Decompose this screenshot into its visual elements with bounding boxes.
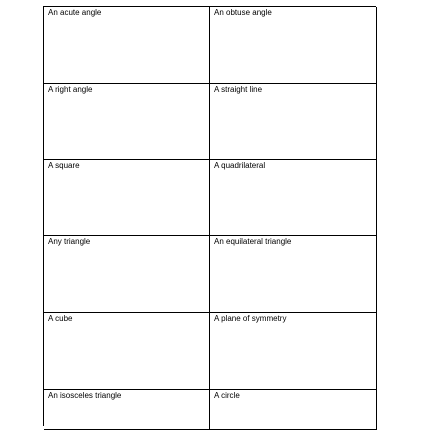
worksheet-table <box>43 6 376 426</box>
cell-label: A circle <box>214 391 240 400</box>
cell-label: An isosceles triangle <box>48 391 122 400</box>
table-cell <box>210 7 377 84</box>
table-cell <box>44 390 210 430</box>
cell-label: A plane of symmetry <box>214 314 287 323</box>
cell-label: A quadrilateral <box>214 161 266 170</box>
cell-label: Any triangle <box>48 237 91 246</box>
table-cell <box>44 236 210 313</box>
table-cell <box>210 313 377 390</box>
cell-label: A cube <box>48 314 73 323</box>
cell-label: An acute angle <box>48 8 102 17</box>
table-cell <box>210 84 377 160</box>
table-cell <box>44 84 210 160</box>
cell-label: A square <box>48 161 80 170</box>
table-cell <box>44 7 210 84</box>
cell-label: An equilateral triangle <box>214 237 292 246</box>
cell-label: An obtuse angle <box>214 8 272 17</box>
cell-label: A straight line <box>214 85 263 94</box>
cell-label: A right angle <box>48 85 93 94</box>
table-cell <box>44 160 210 236</box>
table-cell <box>44 313 210 390</box>
table-cell <box>210 160 377 236</box>
table-cell <box>210 390 377 430</box>
table-cell <box>210 236 377 313</box>
